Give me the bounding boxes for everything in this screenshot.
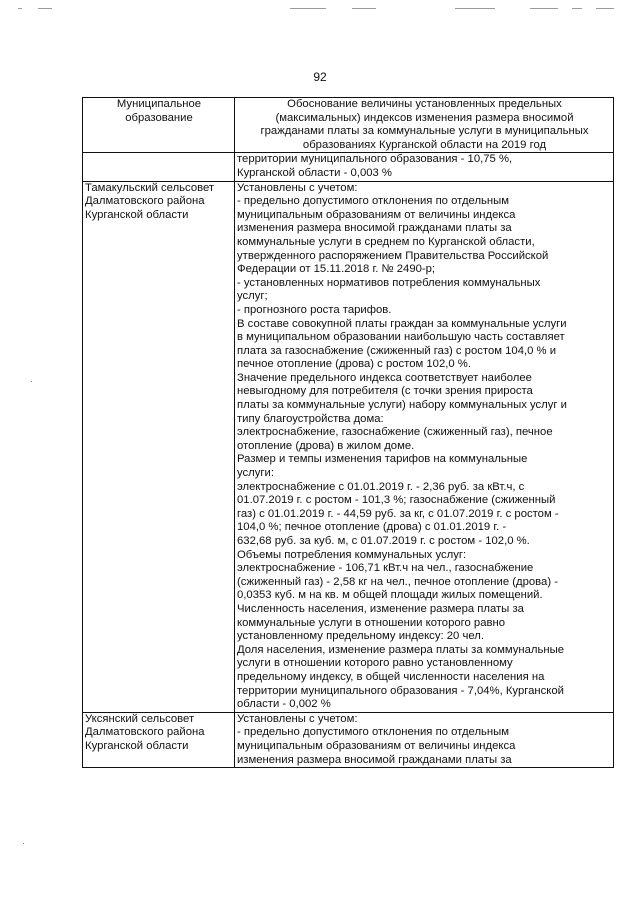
header-justification-line: образованиях Курганской области на 2019 год <box>302 138 547 151</box>
justification-line: плата за газоснабжение (сжиженный газ) с ростом 104,0 % и <box>237 344 557 357</box>
justification-line: услуги в отношении которого равно установленному <box>237 657 513 670</box>
header-municipality-line: Муниципальное <box>116 98 202 110</box>
justification-line: муниципальным образованиям от величины индекса <box>237 739 516 752</box>
justification-line: электроснабжение - 106,71 кВт.ч на чел., газоснабжение <box>237 562 534 575</box>
municipality-line: Далматовского района <box>85 195 205 208</box>
municipality-line: Курганской области <box>85 208 189 221</box>
margin-mark: · <box>30 376 33 386</box>
table-row <box>83 181 614 712</box>
justification-line: печное отопление (дрова) с ростом 102,0 %. <box>237 358 471 371</box>
justification-line: коммунальные услуги в отношении которого равно <box>237 616 506 629</box>
justification-line: Установлены с учетом: <box>237 712 358 725</box>
justification-line: газ) с 01.01.2019 г. - 44,59 руб. за кг, с 01.07.2019 г. с ростом - <box>237 507 559 520</box>
justification-cell <box>235 181 614 712</box>
justification-line: Объемы потребления коммунальных услуг: <box>237 548 467 561</box>
justification-line: 01.07.2019 г. с ростом - 101,3 %; газоснабжение (сжиженный <box>237 494 556 507</box>
municipality-line: Тамакульский сельсовет <box>85 181 215 194</box>
justification-line: невыгодному для потребителя (с точки зрения прироста <box>237 385 533 398</box>
justification-line: Значение предельного индекса соответствует наиболее <box>237 371 532 384</box>
justification-line: Размер и темпы изменения тарифов на коммунальные <box>237 453 528 466</box>
justification-line: Установлены с учетом: <box>237 181 358 194</box>
justification-line: в муниципальном образовании наибольшую часть составляет <box>237 331 565 344</box>
justification-line: утвержденного распоряжением Правительства Российской <box>237 249 549 262</box>
justification-line: территории муниципального образования - 7,04%, Курганской <box>237 684 564 697</box>
municipality-line: Далматовского района <box>85 726 205 739</box>
scan-artifact-top <box>0 8 640 12</box>
justification-line: Численность населения, изменение размера платы за <box>237 602 524 615</box>
municipality-cell <box>83 153 235 181</box>
justification-line: Федерации от 15.11.2018 г. № 2490-р; <box>237 263 436 276</box>
municipality-line: Курганской области <box>85 739 189 752</box>
justification-line: коммунальные услуги в среднем по Курганской области, <box>237 235 535 248</box>
header-justification-line: гражданами платы за коммунальные услуги в муниципальных <box>260 125 589 138</box>
justification-line: предельному индексу, в общей численности населения на <box>237 670 545 683</box>
justification-cell <box>235 153 614 181</box>
justification-line: области - 0,002 % <box>237 698 331 711</box>
justification-line: изменения размера вносимой гражданами платы за <box>237 222 512 235</box>
header-justification-line: (максимальных) индексов изменения размера вносимой <box>275 111 574 124</box>
justification-line: типу благоустройства дома: <box>237 412 384 425</box>
justification-line: Курганской области - 0,003 % <box>237 166 392 179</box>
justification-line: электроснабжение, газоснабжение (сжиженный газ), печное <box>237 426 553 439</box>
justification-line: - установленных нормативов потребления коммунальных <box>237 276 541 289</box>
header-municipality <box>83 98 235 153</box>
table-header-row <box>83 98 614 153</box>
justification-line: электроснабжение с 01.01.2019 г. - 2,36 руб. за кВт.ч, с <box>237 480 525 493</box>
justification-line: муниципальным образованиям от величины индекса <box>237 208 516 221</box>
justification-line: услуги: <box>237 467 274 480</box>
header-municipality-line: образование <box>125 111 193 124</box>
tariff-justification-table <box>82 97 614 768</box>
justification-line: - предельно допустимого отклонения по отдельным <box>237 726 510 739</box>
header-justification <box>235 98 614 153</box>
margin-mark: · <box>22 838 25 848</box>
justification-line: В составе совокупной платы граждан за коммунальные услуги <box>237 317 567 330</box>
justification-line: территории муниципального образования - 10,75 %, <box>237 153 513 166</box>
justification-line: Доля населения, изменение размера платы за коммунальные <box>237 643 565 656</box>
justification-line: отопление (дрова) в жилом доме. <box>237 439 415 452</box>
justification-line: (сжиженный газ) - 2,58 кг на чел., печное отопление (дрова) - <box>237 575 559 588</box>
justification-line: 104,0 %; печное отопление (дрова) с 01.01.2019 г. - <box>237 521 507 534</box>
justification-line: изменения размера вносимой гражданами платы за <box>237 753 512 766</box>
table-row <box>83 153 614 181</box>
justification-cell <box>235 712 614 767</box>
municipality-cell <box>83 712 235 767</box>
justification-line: - предельно допустимого отклонения по отдельным <box>237 195 510 208</box>
page-number: 92 <box>313 70 327 84</box>
justification-line: платы за коммунальные услуги) набору коммунальных услуг и <box>237 399 567 412</box>
justification-line: - прогнозного роста тарифов. <box>237 303 392 316</box>
justification-line: 0,0353 куб. м на кв. м общей площади жилых помещений. <box>237 589 543 602</box>
justification-line: 632,68 руб. за куб. м, с 01.07.2019 г. с ростом - 102,0 %. <box>237 535 530 547</box>
justification-line: установленному предельному индексу: 20 чел. <box>237 630 484 643</box>
table-row <box>83 712 614 767</box>
justification-line: услуг; <box>237 290 268 303</box>
municipality-cell <box>83 181 235 712</box>
municipality-line: Уксянский сельсовет <box>85 712 195 725</box>
header-justification-line: Обоснование величины установленных предельных <box>287 98 562 110</box>
